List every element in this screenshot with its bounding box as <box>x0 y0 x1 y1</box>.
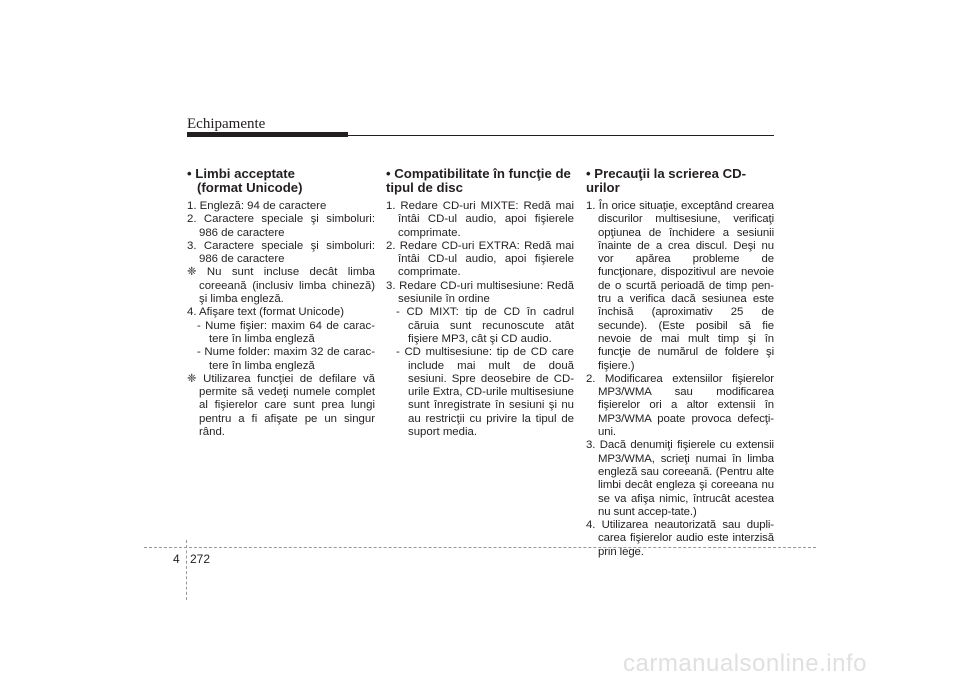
section-heading <box>586 167 774 195</box>
list-item: 2. Redare CD-uri EXTRA: Redă mai întâi CD-ul audio, apoi fişierele comprimate. <box>386 239 574 279</box>
list-item: 4. Afişare text (format Unicode) <box>187 306 344 319</box>
sub-list-item: - CD MIXT: tip de CD în cadrul căruia sunt recunoscute atât fişiere MP3, cât şi CD audio. <box>396 306 574 345</box>
note-item: ❈ Nu sunt incluse decât limba coreeană (inclusiv limba chineză) şi limba engleză. <box>187 266 375 306</box>
heading-line: • Limbi acceptate <box>187 166 295 181</box>
list-item: 3. Caractere speciale şi simboluri: 986 de caractere <box>187 239 375 266</box>
list-item: 1. Redare CD-uri MIXTE: Redă mai întâi CD-ul audio, apoi fişierele comprimate. <box>386 200 574 239</box>
list-item: 3. Redare CD-uri multisesiune: Redă sesiunile în ordine <box>386 279 574 306</box>
section-heading <box>386 167 574 195</box>
heading-line: tipul de disc <box>386 180 463 195</box>
header-rule-thin <box>187 135 774 136</box>
sub-list-item: - Nume fişier: maxim 64 de carac-tere în limba engleză <box>197 319 375 345</box>
column-languages <box>187 167 375 439</box>
list-item: 4. Utilizarea neautorizată sau dupli-carea fişierelor audio este interzisă prin lege. <box>586 519 774 558</box>
note-item: ❈ Utilizarea funcţiei de defilare vă permite să vedeţi numele complet al fişierelor care sunt prea lungi pentru a fi afişate pe un singur rând. <box>187 372 375 439</box>
watermark: carmanualsonline.info <box>623 650 867 677</box>
heading-line: (format Unicode) <box>197 180 303 195</box>
footer-divider-vertical <box>186 540 187 600</box>
heading-line: • Compatibilitate în funcţie de <box>386 166 571 181</box>
footer-divider <box>144 547 816 548</box>
column-disc-compatibility <box>386 167 574 439</box>
column-cd-writing-precautions <box>586 167 774 559</box>
list-item: 3. Dacă denumiţi fişierele cu extensii MP3/WMA, scrieţi numai în limba engleză sau coreeană. (Pentru alte limbi decât engleza şi coreeana nu se va afişa nimic, întrucât acestea nu sunt accep-tate.) <box>586 439 774 518</box>
header-title: Echipamente <box>187 116 266 132</box>
list-item: 1. În orice situaţie, exceptând crearea discurilor multisesiune, verificaţi opţiunea de închidere a sesiunii înainte de a crea discul. Deşi nu vor apărea probleme de funcţionare, dispozitivul are nevoie de o scurtă perioadă de timp pen-tru a verifica dacă sesiunea este închisă (aproximativ 25 de secunde). (Este posibil să fie nevoie de mai mult timp şi în funcţie de numărul de foldere şi fişiere.) <box>586 200 774 372</box>
page-number: 272 <box>190 552 211 566</box>
list-item: 2. Caractere speciale şi simboluri: 986 de caractere <box>187 213 375 239</box>
sub-list-item: - Nume folder: maxim 32 de carac-tere în limba engleză <box>197 346 375 372</box>
list-item: 2. Modificarea extensiilor fişierelor MP3/WMA sau modificarea fişierelor ori a altor extensii în MP3/WMA poate provoca defecţi-uni. <box>586 372 774 439</box>
section-number: 4 <box>173 552 180 566</box>
sub-list-item: - CD multisesiune: tip de CD care include mai mult de două sesiuni. Spre deosebire de CD-urile Extra, CD-urile multisesiune sunt înregistrate în sesiuni şi nu au restricţii cu privire la tipul de suport media. <box>396 346 574 439</box>
list-item: 1. Engleză: 94 de caractere <box>187 200 327 212</box>
section-heading <box>187 167 375 195</box>
heading-line: • Precauţii la scrierea CD-urilor <box>586 166 747 195</box>
